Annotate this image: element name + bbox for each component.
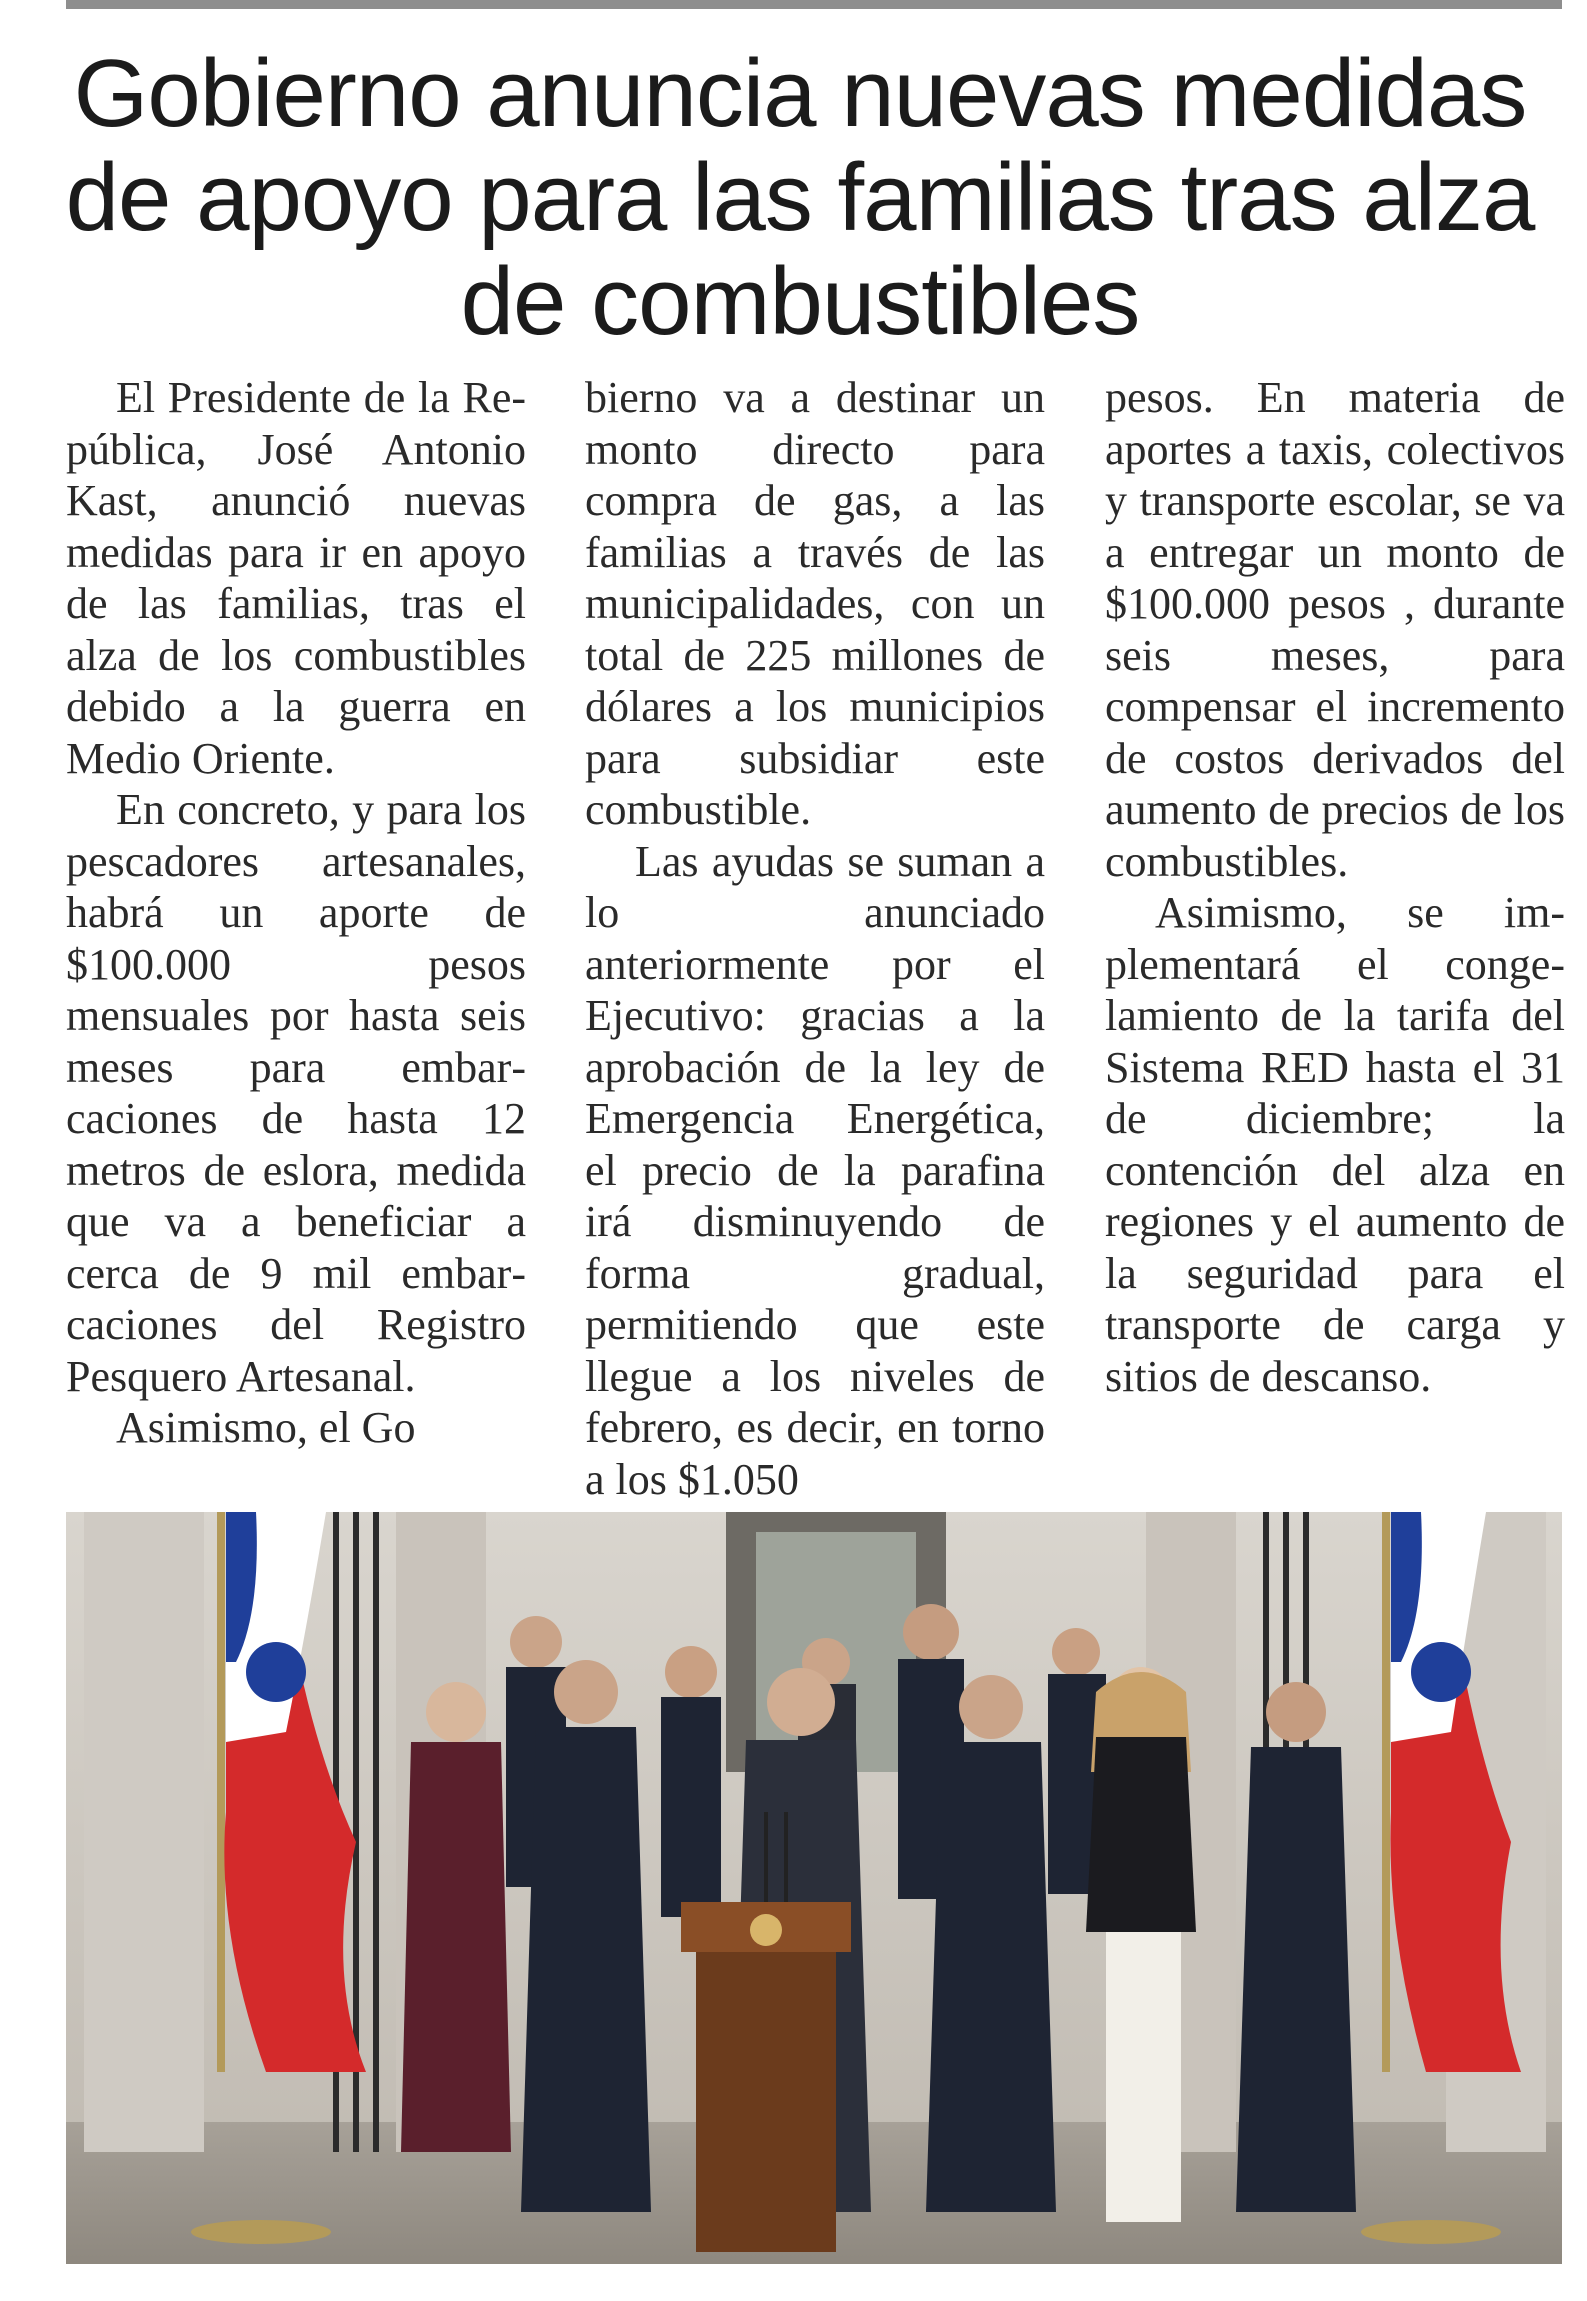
- press-conference-photo: [66, 1512, 1562, 2264]
- paragraph: Asimismo, el Go: [116, 1403, 416, 1452]
- paragraph: Asimismo, se implementará el congelamiento de la tarifa del Sistema RED hasta el 31 de diciembre; la contención del alza en regiones y el aumento de la seguridad para el transporte de carga y sitios de descanso.: [1105, 888, 1565, 1401]
- article-column-1: [66, 372, 526, 1502]
- top-rule: [66, 0, 1562, 9]
- paragraph: Las ayudas se suman a lo anunciado anteriormente por el Ejecutivo: gracias a la aprobación de la ley de Emergencia Energética, el precio de la parafina irá disminuyendo de forma gradual, permitiendo que este llegue a los niveles de febrero, es decir, en torno a los $1.050: [585, 836, 1045, 1502]
- paragraph: En concreto, y para los pescadores artesanales, habrá un aporte de $100.000 pesos mensuales por hasta seis meses para embarcaciones de hasta 12 metros de eslora, medida que va a beneficiar a cerca de 9 mil embarcaciones del Registro Pesquero Artesanal.: [66, 785, 526, 1401]
- article-column-2: [585, 372, 1045, 1502]
- paragraph: pesos. En materia de aportes a taxis, colectivos y transporte escolar, se va a entregar un monto de $100.000 pesos , durante seis meses, para compensar el incremento de costos derivados del aumento de precios de los combustibles.: [1105, 373, 1565, 886]
- paragraph: El Presidente de la República, José Antonio Kast, anunció nuevas medidas para ir en apoyo de las familias, tras el alza de los combustibles debido a la guerra en Medio Oriente.: [66, 373, 526, 783]
- article-column-3: [1105, 372, 1565, 1502]
- headline: Gobierno anuncia nuevas medidas de apoyo para las familias tras alza de combustibles: [65, 40, 1535, 355]
- paragraph: bierno va a destinar un monto directo para compra de gas, a las familias a través de las municipalidades, con un total de 225 millones de dólares a los municipios para subsidiar este combustible.: [585, 373, 1045, 834]
